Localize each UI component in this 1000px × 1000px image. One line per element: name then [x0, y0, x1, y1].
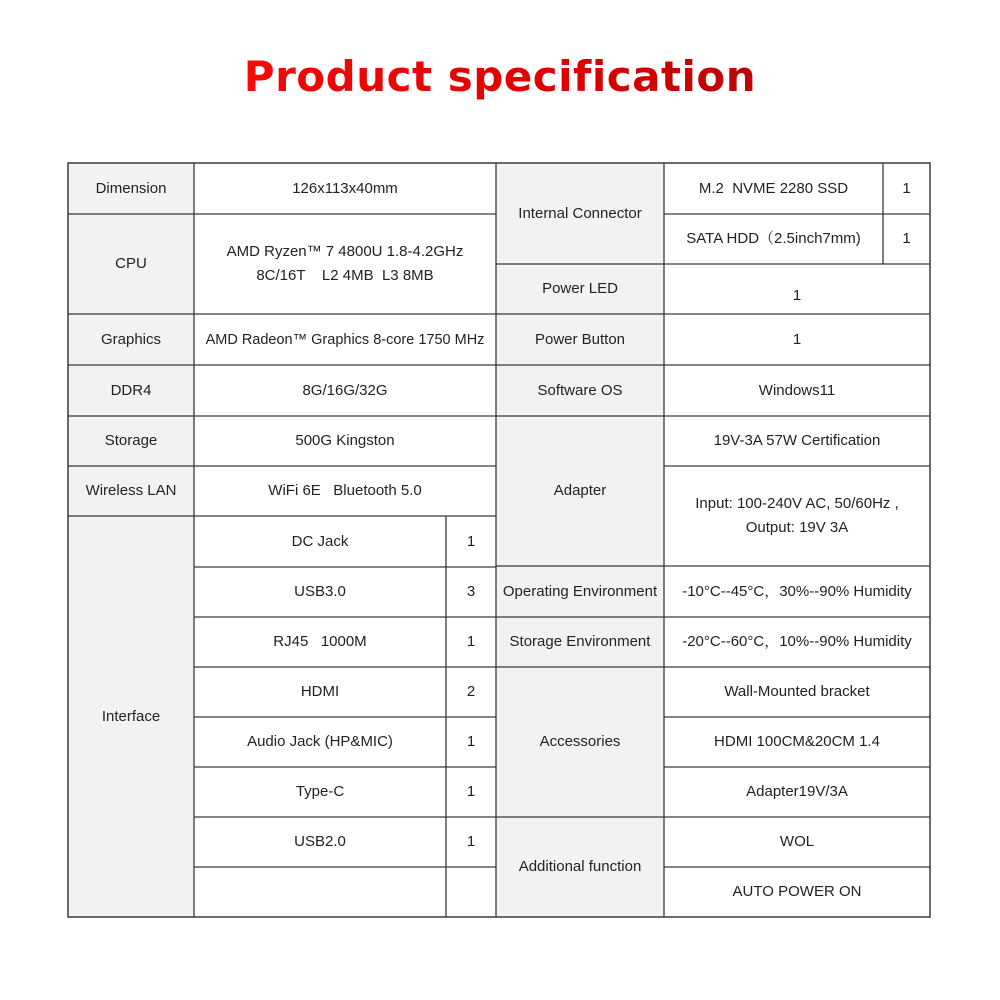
operating-environment-label: Operating Environment: [496, 566, 664, 617]
accessories-label: Accessories: [496, 667, 664, 817]
additional-function-item: WOL: [664, 817, 930, 867]
interface-item-name: HDMI: [194, 667, 446, 717]
interface-item-count: 3: [446, 567, 496, 617]
internal-connector-item: SATA HDD（2.5inch7mm): [664, 214, 883, 264]
internal-connector-label: Internal Connector: [496, 163, 664, 264]
power-button-value: 1: [664, 314, 930, 365]
interface-item-count: 2: [446, 667, 496, 717]
interface-item-name: RJ45 1000M: [194, 617, 446, 667]
interface-item-name: DC Jack: [194, 516, 446, 567]
software-os-label: Software OS: [496, 365, 664, 416]
interface-item-count: 1: [446, 516, 496, 567]
storage-environment-label: Storage Environment: [496, 617, 664, 667]
internal-connector-count: 1: [883, 214, 930, 264]
adapter-input: Input: 100-240V AC, 50/60Hz ,: [695, 495, 899, 512]
adapter-output: Output: 19V 3A: [745, 519, 849, 536]
interface-item-count: 1: [446, 717, 496, 767]
additional-function-item: AUTO POWER ON: [664, 867, 930, 917]
dimension-label: Dimension: [68, 163, 194, 214]
cpu-cores-cache: 8C/16T L2 4MB L3 8MB: [256, 267, 434, 284]
graphics-label: Graphics: [68, 314, 194, 365]
interface-item-name: USB2.0: [194, 817, 446, 867]
cpu-model: AMD Ryzen™ 7 4800U 1.8-4.2GHz: [226, 243, 464, 260]
power-led-value: 1: [664, 264, 930, 314]
graphics-value: AMD Radeon™ Graphics 8-core 1750 MHz: [194, 314, 496, 365]
cpu-label: CPU: [68, 214, 194, 314]
ddr4-value: 8G/16G/32G: [194, 365, 496, 416]
wireless-value: WiFi 6E Bluetooth 5.0: [194, 466, 496, 516]
interface-item-name: Audio Jack (HP&MIC): [194, 717, 446, 767]
table-grid-lines: [68, 163, 930, 917]
interface-label: Interface: [68, 516, 194, 917]
additional-function-label: Additional function: [496, 817, 664, 917]
interface-item-name: Type-C: [194, 767, 446, 817]
storage-environment-value: -20°C--60°C，10%--90% Humidity: [664, 617, 930, 667]
operating-environment-value: -10°C--45°C，30%--90% Humidity: [664, 566, 930, 617]
internal-connector-count: 1: [883, 163, 930, 214]
internal-connector-item: M.2 NVME 2280 SSD: [664, 163, 883, 214]
adapter-label: Adapter: [496, 416, 664, 566]
software-os-value: Windows11: [664, 365, 930, 416]
wireless-label: Wireless LAN: [68, 466, 194, 516]
storage-value: 500G Kingston: [194, 416, 496, 466]
adapter-certification: 19V-3A 57W Certification: [664, 416, 930, 466]
accessories-item: Wall-Mounted bracket: [664, 667, 930, 717]
accessories-item: Adapter19V/3A: [664, 767, 930, 817]
page-title: Product specification: [0, 52, 1000, 101]
interface-item-count: 1: [446, 767, 496, 817]
accessories-item: HDMI 100CM&20CM 1.4: [664, 717, 930, 767]
dimension-value: 126x113x40mm: [194, 163, 496, 214]
interface-item-count: 1: [446, 617, 496, 667]
interface-item-name: USB3.0: [194, 567, 446, 617]
ddr4-label: DDR4: [68, 365, 194, 416]
power-button-label: Power Button: [496, 314, 664, 365]
power-led-label: Power LED: [496, 264, 664, 314]
interface-item-count: 1: [446, 817, 496, 867]
storage-label: Storage: [68, 416, 194, 466]
